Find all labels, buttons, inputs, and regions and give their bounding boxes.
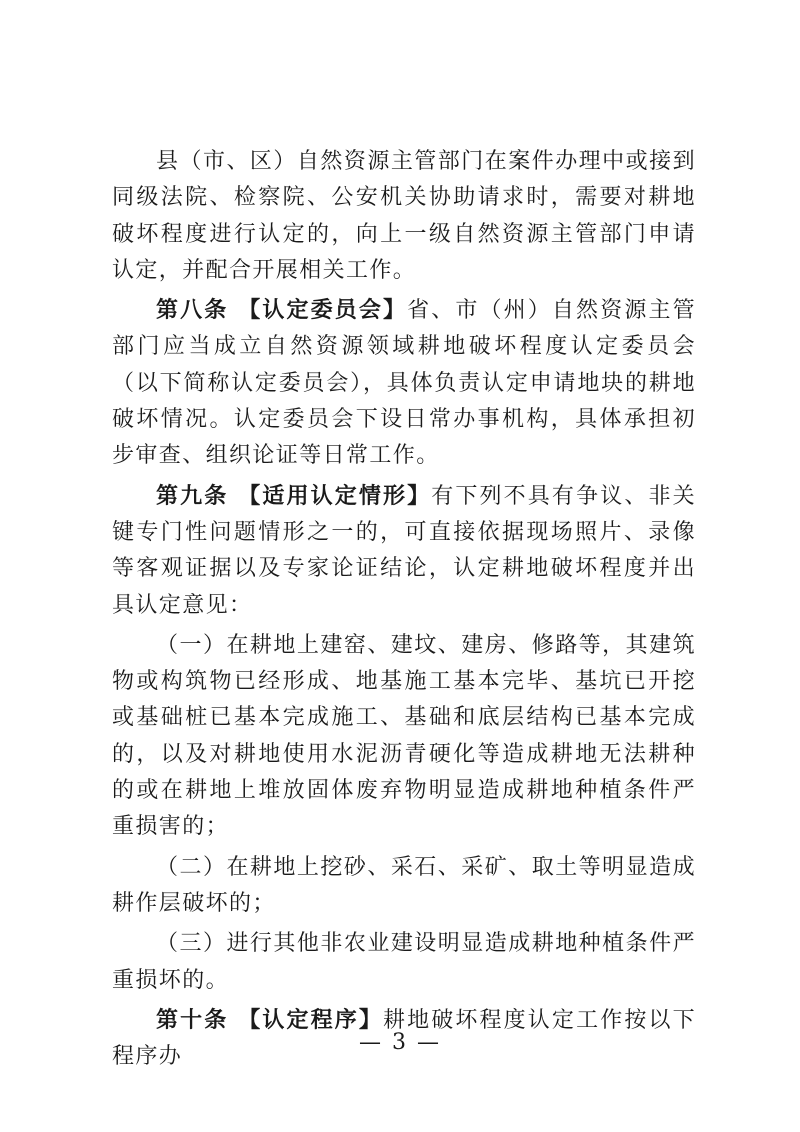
- article-9-text: 有下列不具有争议、非关键专门性问题情形之一的，可直接依据现场照片、录像等客观证据以及专家论证结论，认定耕地破坏程度并出具认定意见：: [112, 483, 696, 618]
- body-text: [112, 144, 696, 1079]
- paragraph-county-application: [112, 144, 696, 289]
- paragraph-text: 县（市、区）自然资源主管部门在案件办理中或接到同级法院、检察院、公安机关协助请求时，需要对耕地破坏程度进行认定的，向上一级自然资源主管部门申请认定，并配合开展相关工作。: [112, 149, 696, 283]
- article-10-text: 耕地破坏程度认定工作按以下程序办: [112, 1007, 696, 1070]
- item-2-text: （二）在耕地上挖砂、采石、采矿、取土等明显造成耕作层破坏的；: [112, 854, 696, 916]
- article-9-item-2: [112, 850, 696, 923]
- item-1-text: （一）在耕地上建窑、建坟、建房、修路等，其建筑物或构筑物已经形成、地基施工基本完毕、基坑已开挖或基础桩已基本完成施工、基础和底层结构已基本完成的，以及对耕地使用水泥沥青硬化等造成耕地无法耕种的或在耕地上堆放固体废弃物明显造成耕地种植条件严重损害的；: [112, 632, 696, 840]
- article-8: [112, 293, 696, 474]
- article-9: [112, 479, 696, 624]
- article-9-heading: 第九条 【适用认定情形】: [156, 483, 432, 509]
- article-9-item-3: [112, 926, 696, 999]
- article-8-text: 省、市（州）自然资源主管部门应当成立自然资源领域耕地破坏程度认定委员会（以下简称认定委员会），具体负责认定申请地块的耕地破坏情况。认定委员会下设日常办事机构，具体承担初步审查、组织论证等日常工作。: [112, 298, 696, 469]
- page-number: — 3 —: [359, 1030, 441, 1055]
- article-8-heading: 第八条 【认定委员会】: [156, 298, 408, 324]
- item-3-text: （三）进行其他非农业建设明显造成耕地种植条件严重损坏的。: [112, 931, 696, 993]
- article-9-item-1: [112, 628, 696, 846]
- article-10-heading: 第十条 【认定程序】: [156, 1007, 383, 1033]
